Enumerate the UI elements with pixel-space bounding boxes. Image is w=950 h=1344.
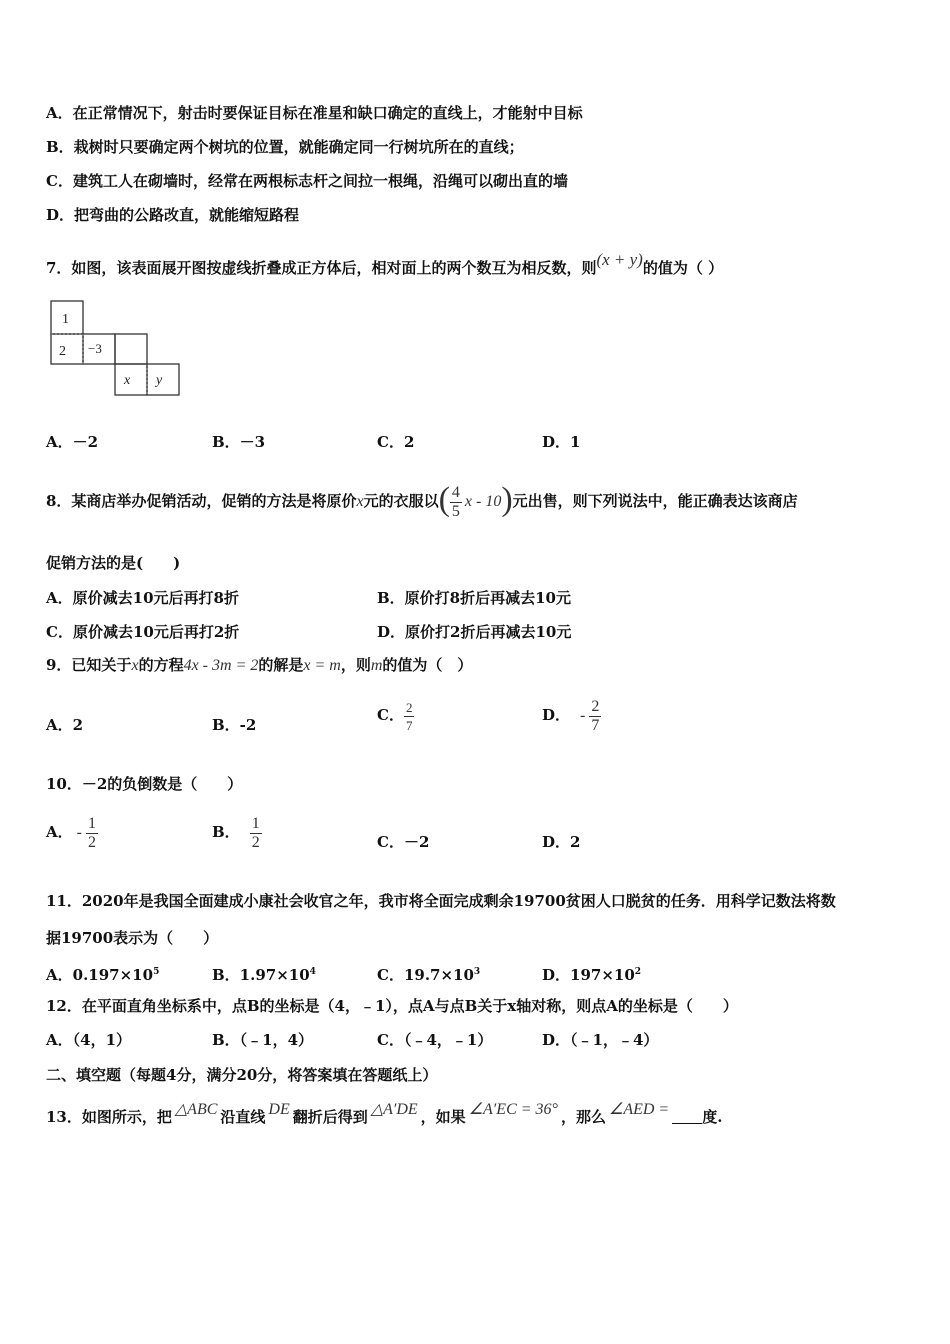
q10-option-b: B． $\frac{1}{2}$ bbox=[212, 814, 260, 851]
q7-option-b: B．－3 bbox=[212, 433, 266, 451]
q12-option-a: A．（4，1） bbox=[46, 1031, 132, 1049]
prev-option-b: B．栽树时只要确定两个树坑的位置，就能确定同一行树坑所在的直线； bbox=[46, 138, 524, 156]
net-label-2: 2 bbox=[59, 344, 66, 359]
q13-triangle-abc: △ABC bbox=[174, 1101, 218, 1118]
q11-option-a: A．$0.197\times 10^5$ bbox=[46, 966, 160, 984]
q10-option-a: A． - $\frac{1}{2}$ bbox=[46, 814, 96, 851]
q9-stem: 9．已知关于x的方程4x - 3m = 2的解是x = m，则m的值为（ ） bbox=[46, 656, 473, 674]
q12-option-d: D．（﹣1，﹣4） bbox=[542, 1031, 659, 1049]
q8-option-b: B．原价打8折后再减去10元 bbox=[377, 589, 571, 607]
net-label-x: x bbox=[124, 373, 131, 388]
q12-option-b: B．（﹣1，4） bbox=[212, 1031, 314, 1049]
q7-option-d: D．1 bbox=[542, 433, 581, 451]
q13-answer-blank bbox=[672, 1109, 702, 1124]
q9-solution: x = m bbox=[303, 657, 341, 674]
prev-option-c: C．建筑工人在砌墙时，经常在两根标志杆之间拉一根绳，沿绳可以砌出直的墙 bbox=[46, 172, 568, 190]
q7-option-c: C．2 bbox=[377, 433, 415, 451]
q13-triangle-ade: △A′DE bbox=[370, 1101, 418, 1118]
q7-option-a: A．－2 bbox=[46, 433, 99, 451]
q11-option-c: C．$19.7\times 10^3$ bbox=[377, 966, 481, 984]
q9-equation: 4x - 3m = 2 bbox=[183, 657, 259, 674]
q11-option-d: D．$197\times 10^2$ bbox=[542, 966, 642, 984]
q12-option-c: C．（﹣4，﹣1） bbox=[377, 1031, 493, 1049]
net-label-neg3: −3 bbox=[88, 341, 102, 356]
q7-expr: (x + y) bbox=[596, 250, 643, 269]
q11-stem-line2: 据19700表示为（ ） bbox=[46, 929, 219, 947]
q13-angle-ask: ∠AED = bbox=[608, 1101, 670, 1118]
q9-option-a: A．2 bbox=[46, 716, 84, 734]
section-heading: 二、填空题（每题4分，满分20分，将答案填在答题纸上） bbox=[46, 1066, 438, 1084]
q8-option-c: C．原价减去10元后再打2折 bbox=[46, 623, 240, 641]
q8-stem-line2: 促销方法的是( ) bbox=[46, 554, 181, 572]
net-label-1: 1 bbox=[62, 312, 69, 327]
q9-option-d: D． - $\frac{2}{7}$ bbox=[542, 697, 600, 734]
net-label-y: y bbox=[156, 373, 163, 388]
q8-fraction: $\frac{4}{5}$ bbox=[451, 483, 460, 520]
q9-option-c: C． $\frac{2}{7}$ bbox=[377, 699, 413, 733]
q11-option-b: B．$1.97\times 10^4$ bbox=[212, 966, 316, 984]
q12-stem: 12．在平面直角坐标系中，点B的坐标是（4，﹣1），点A与点B关于x轴对称，则点A的坐标是（ ） bbox=[46, 997, 738, 1015]
q10-stem: 10．－2的负倒数是（ ） bbox=[46, 775, 243, 793]
q11-stem-line1: 11．2020年是我国全面建成小康社会收官之年，我市将全面完成剩余19700贫困人口脱贫的任务．用科学记数法将数 bbox=[46, 892, 836, 910]
cube-net-figure bbox=[48, 298, 182, 398]
q13-stem: 13．如图所示，把 △ABC 沿直线 DE 翻折后得到 △A′DE ，如果 ∠A′EC = 36° ，那么 ∠AED = 度. bbox=[46, 1101, 723, 1126]
q13-angle-given: ∠A′EC = 36° bbox=[468, 1101, 558, 1118]
q13-line-de: DE bbox=[268, 1101, 290, 1118]
q7-stem: 7．如图，该表面展开图按虚线折叠成正方体后，相对面上的两个数互为相反数，则(x + y)的值为（ ） bbox=[46, 250, 724, 277]
q9-option-b: B．-2 bbox=[212, 716, 257, 734]
q10-option-c: C．－2 bbox=[377, 833, 430, 851]
q8-option-d: D．原价打2折后再减去10元 bbox=[377, 623, 572, 641]
q10-option-d: D．2 bbox=[542, 833, 581, 851]
prev-option-a: A．在正常情况下，射击时要保证目标在准星和缺口确定的直线上，才能射中目标 bbox=[46, 104, 583, 122]
q8-stem: 8．某商店举办促销活动，促销的方法是将原价x元的衣服以( $\frac{4}{5}$ x - 10)元出售，则下列说法中，能正确表达该商店 bbox=[46, 481, 798, 520]
q8-option-a: A．原价减去10元后再打8折 bbox=[46, 589, 239, 607]
prev-option-d: D．把弯曲的公路改直，就能缩短路程 bbox=[46, 206, 300, 224]
